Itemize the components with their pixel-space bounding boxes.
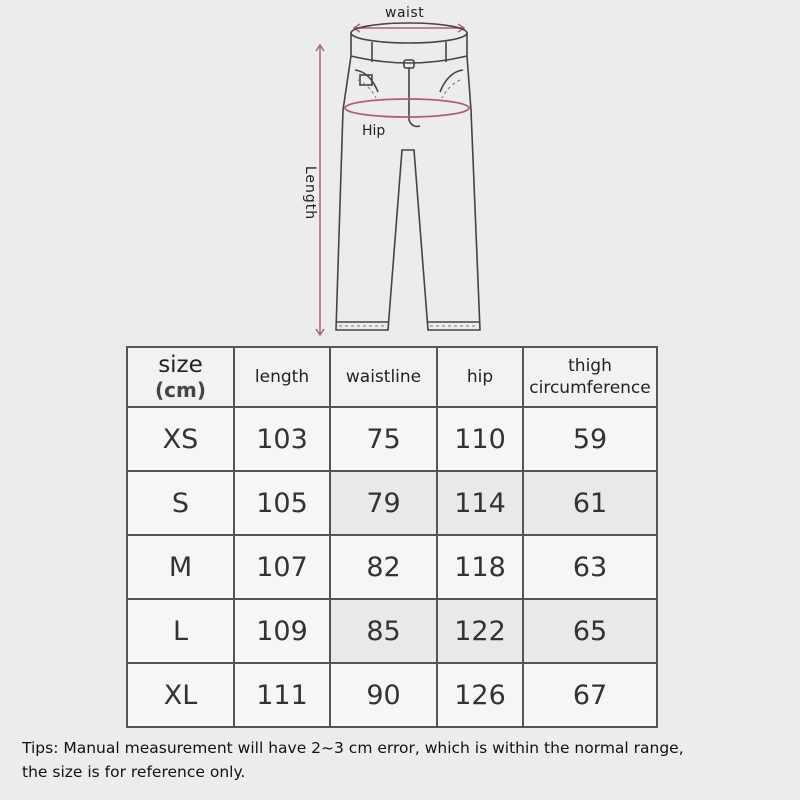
cell-length: 109 bbox=[234, 599, 330, 663]
cell-size: XL bbox=[127, 663, 234, 727]
cell-hip: 110 bbox=[437, 407, 523, 471]
table-row bbox=[127, 407, 657, 471]
cell-waistline: 75 bbox=[330, 407, 437, 471]
table-row bbox=[127, 535, 657, 599]
table-header-row bbox=[127, 347, 657, 407]
cell-size: S bbox=[127, 471, 234, 535]
cell-hip: 118 bbox=[437, 535, 523, 599]
hip-measure-line bbox=[345, 99, 469, 117]
pants-outline bbox=[336, 23, 480, 330]
header-length: length bbox=[234, 347, 330, 407]
cell-hip: 126 bbox=[437, 663, 523, 727]
cell-thigh: 65 bbox=[523, 599, 657, 663]
header-waistline: waistline bbox=[330, 347, 437, 407]
cell-thigh: 67 bbox=[523, 663, 657, 727]
tips-note bbox=[22, 736, 792, 784]
cell-size: XS bbox=[127, 407, 234, 471]
size-chart-table bbox=[126, 346, 658, 728]
cell-waistline: 82 bbox=[330, 535, 437, 599]
header-size bbox=[127, 347, 234, 407]
cell-size: M bbox=[127, 535, 234, 599]
hip-label: Hip bbox=[362, 123, 386, 139]
cell-length: 105 bbox=[234, 471, 330, 535]
cell-thigh: 61 bbox=[523, 471, 657, 535]
cell-length: 111 bbox=[234, 663, 330, 727]
header-thigh-line1: thigh bbox=[568, 355, 612, 376]
table-row bbox=[127, 599, 657, 663]
cell-hip: 114 bbox=[437, 471, 523, 535]
cell-length: 103 bbox=[234, 407, 330, 471]
cell-thigh: 63 bbox=[523, 535, 657, 599]
tips-line-2: the size is for reference only. bbox=[22, 763, 246, 781]
cell-hip: 122 bbox=[437, 599, 523, 663]
cell-waistline: 85 bbox=[330, 599, 437, 663]
header-thigh bbox=[523, 347, 657, 407]
pants-diagram bbox=[0, 0, 800, 345]
cell-thigh: 59 bbox=[523, 407, 657, 471]
waist-label: waist bbox=[385, 5, 425, 21]
length-label: Length bbox=[302, 165, 318, 221]
tips-line-1: Tips: Manual measurement will have 2~3 cm error, which is within the normal range, bbox=[22, 739, 684, 757]
header-hip: hip bbox=[437, 347, 523, 407]
header-size-label: size bbox=[158, 352, 203, 379]
pants-illustration bbox=[0, 0, 800, 345]
cell-waistline: 79 bbox=[330, 471, 437, 535]
table-row bbox=[127, 663, 657, 727]
header-thigh-line2: circumference bbox=[529, 378, 651, 398]
cell-length: 107 bbox=[234, 535, 330, 599]
header-size-unit: (cm) bbox=[155, 377, 206, 402]
table-row bbox=[127, 471, 657, 535]
cell-size: L bbox=[127, 599, 234, 663]
cell-waistline: 90 bbox=[330, 663, 437, 727]
